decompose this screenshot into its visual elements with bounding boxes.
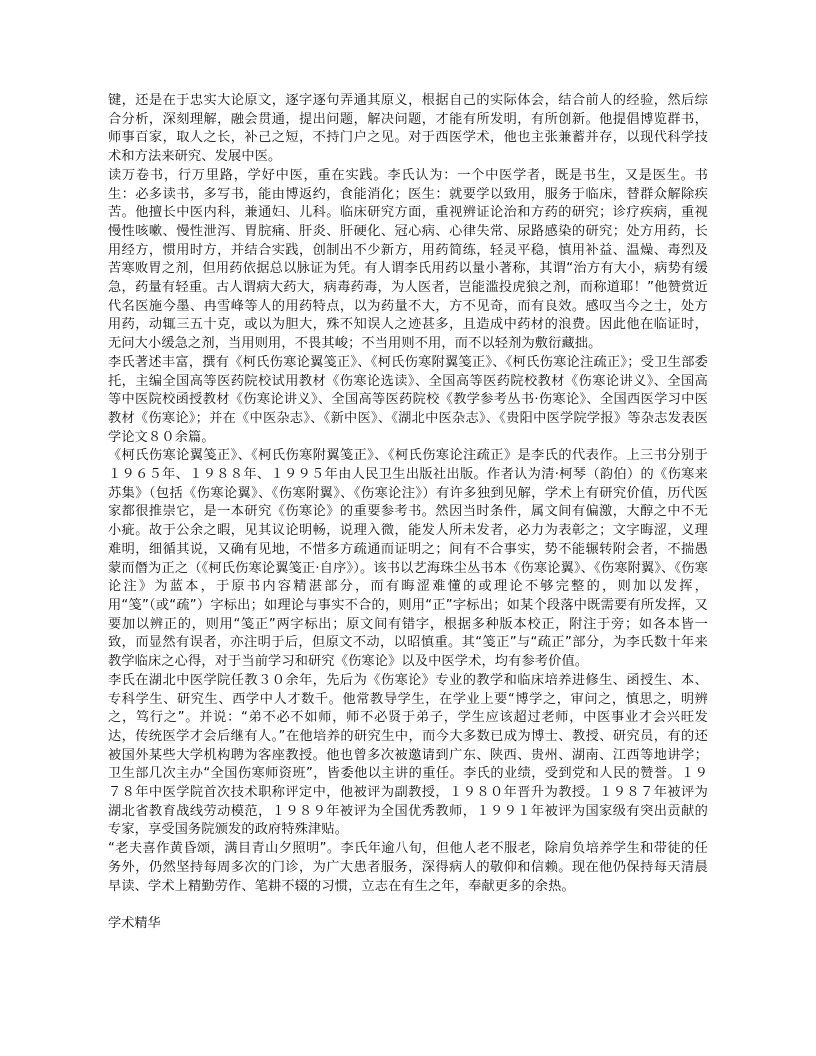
paragraph-later-years: “老夫喜作黄昏颂，满目青山夕照明”。李氏年逾八旬，但他人老不服老，除肩负培养学生和带徒的任务外，仍然坚持每周多次的门诊，为广大患者服务，深得病人的敬仰和信赖。现在他仍保持每天清晨早读、学术上精勤劳作、笔耕不辍的习惯，立志在有生之年，奉献更多的余热。 [108, 841, 708, 894]
paragraph-method: 键，还是在于忠实大论原文，逐字逐句弄通其原义，根据自己的实际体会，结合前人的经验，然后综合分析，深刻理解，融会贯通，提出问题，解决问题，才能有所发明，有所创新。他提倡博览群书，师事百家，取人之长，补己之短，不持门户之见。对于西医学术，他也主张兼蓄并存，以现代科学技术和方法来研究、发展中医。 [108, 93, 708, 165]
paragraph-practice: 读万卷书，行万里路，学好中医，重在实践。李氏认为：一个中医学者，既是书生，又是医生。书生：必多读书，多写书，能由博返约，食能消化；医生：就要学以致用，服务于临床，替群众解除疾苦。他擅长中医内科，兼通妇、儿科。临床研究方面，重视辨证论治和方药的研究；诊疗疾病，重视慢性咳嗽、慢性泄泻、胃脘痛、肝炎、肝硬化、冠心病、心律失常、尿路感染的研究；处方用药，长用经方，惯用时方，并结合实践，创制出不少新方，用药简练，轻灵平稳，慎用补益、温燥、毒烈及苦寒败胃之剂，但用药依据总以脉证为凭。有人谓李氏用药以量小著称，其谓“治方有大小，病势有缓急，药量有轻重。古人谓病大药大，病毒药毒，为人医者，岂能滥投虎狼之剂，而称道耶！”他赞赏近代名医施今墨、冉雪峰等人的用药特点，以为药量不大，方不见奇，而有良效。感叹当今之士，处方用药，动辄三五十克，或以为胆大，殊不知误人之迹甚多，且造成中药材的浪费。因此他在临证时，无问大小缓急之剂，当用则用，不畏其峻；不当用则不用，而不以轻剂为敷衍藏拙。 [108, 167, 708, 352]
paragraph-representative-works: 《柯氏伤寒论翼笺正》、《柯氏伤寒附翼笺正》、《柯氏伤寒论注疏正》是李氏的代表作。上三书分别于１９６５年、１９８８年、１９９５年由人民卫生出版社出版。作者认为清·柯琴（韵伯）的《伤寒来苏集》（包括《伤寒论翼》、《伤寒附翼》、《伤寒论注》）有许多独到见解，学术上有研究价值，历代医家都很推崇它，是一本研究《伤寒论》的重要参考书。然因当时条件，属文间有偏激，大醇之中不无小疵。故于公余之暇，见其议论明畅，说理入微，能发人所未发者，必力为表彰之；文字晦涩，义理难明，细循其说，又确有见地，不惜多方疏通而证明之；间有不合事实，势不能辗转附会者，不揣愚蒙而僭为正之（《柯氏伤寒论翼笺正·自序》）。该书以艺海珠尘丛书本《伤寒论翼》、《伤寒附翼》、《伤寒论注》为蓝本，于原书内容精湛部分，而有晦涩难懂的或理论不够完整的，则加以发挥，用“笺”（或“疏”）字标出；如理论与事实不合的，则用“正”字标出；如某个段落中既需要有所发挥，又要加以辨正的，则用“笺正”两字标出；原文间有错字，根据多种版本校正，附注于旁；如各本皆一致，而显然有误者，亦注明于后，但原文不动，以昭慎重。其“笺正”与“疏正”部分，为李氏数十年来教学临床之心得，对于当前学习和研究《伤寒论》以及中医学术，均有参考价值。 [108, 448, 708, 670]
document-page [108, 92, 708, 934]
paragraph-publications: 李氏著述丰富，撰有《柯氏伤寒论翼笺正》、《柯氏伤寒附翼笺正》、《柯氏伤寒论注疏正》；受卫生部委托，主编全国高等医药院校试用教材《伤寒论选读》、全国高等医药院校教材《伤寒论讲义》、全国高等中医院校函授教材《伤寒论讲义》、全国高等医药院校《教学参考丛书·伤寒论》、全国西医学习中医教材《伤寒论》；并在《中医杂志》、《新中医》、《湖北中医杂志》、《贵阳中医学院学报》等杂志发表医学论文８０余篇。 [108, 354, 708, 445]
paragraph-teaching: 李氏在湖北中医学院任教３０余年，先后为《伤寒论》专业的教学和临床培养进修生、函授生、本、专科学生、研究生、西学中人才数千。他常教导学生，在学业上要“博学之，审问之，慎思之，明辨之，笃行之”。并说：“弟不必不如师，师不必贤于弟子，学生应该超过老师，中医事业才会兴旺发达，传统医学才会后继有人。”在他培养的研究生中，而今大多数已成为博士、教授、研究员，有的还被国外某些大学机构聘为客座教授。他也曾多次被邀请到广东、陕西、贵州、湖南、江西等地讲学；卫生部几次主办“全国伤寒师资班”，皆委他以主讲的重任。李氏的业绩，受到党和人民的赞誉。１９７８年中医学院首次技术职称评定中，他被评为副教授，１９８０年晋升为教授。１９８７年被评为湖北省教育战线劳动模范，１９８９年被评为全国优秀教师，１９９１年被评为国家级有突出贡献的专家，享受国务院颁发的政府特殊津贴。 [108, 672, 708, 838]
section-title: 学术精华 [108, 916, 161, 932]
